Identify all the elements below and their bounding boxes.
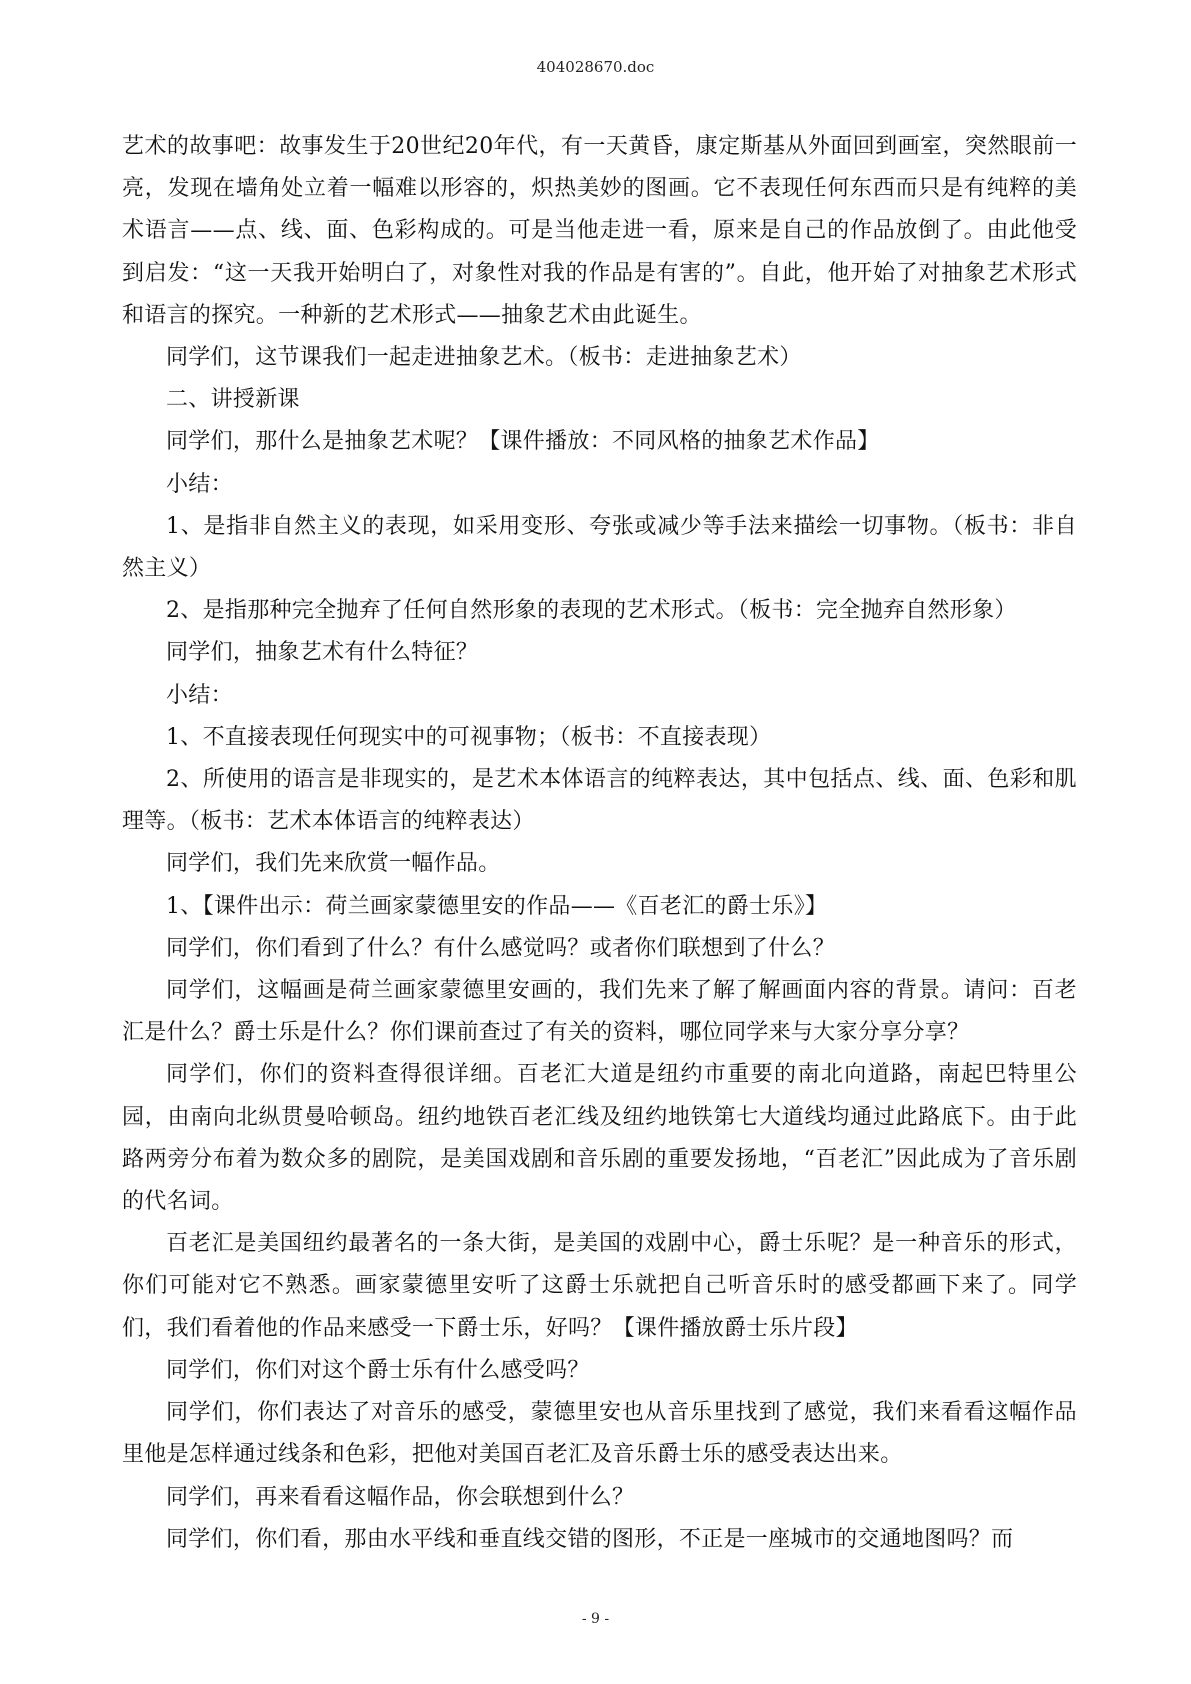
- body-paragraph: 同学们，你们对这个爵士乐有什么感受吗？: [166, 1357, 590, 1383]
- list-item: 1、不直接表现任何现实中的可视事物；（板书：不直接表现）: [166, 724, 772, 750]
- document-header-filename: 404028670.doc: [536, 58, 655, 76]
- summary-label: 小结：: [166, 471, 233, 497]
- summary-label: 小结：: [166, 682, 233, 708]
- body-paragraph: 同学们，这节课我们一起走进抽象艺术。（板书：走进抽象艺术）: [166, 345, 802, 371]
- section-heading: 二、讲授新课: [166, 387, 300, 413]
- body-paragraph: 同学们，你们看到了什么？有什么感觉吗？或者你们联想到了什么？: [166, 935, 836, 961]
- list-item: 2、是指那种完全抛弃了任何自然形象的表现的艺术形式。（板书：完全抛弃自然形象）: [166, 598, 1017, 624]
- body-paragraph: 同学们，你们看，那由水平线和垂直线交错的图形，不正是一座城市的交通地图吗？而: [166, 1526, 1014, 1552]
- list-item: 1、是指非自然主义的表现，如采用变形、夸张或减少等手法来描绘一切事物。（板书：非自然主义）: [122, 513, 1077, 582]
- body-paragraph: 同学们，那什么是抽象艺术呢？【课件播放：不同风格的抽象艺术作品】: [166, 429, 880, 455]
- body-paragraph: 同学们，你们表达了对音乐的感受，蒙德里安也从音乐里找到了感觉，我们来看看这幅作品里他是怎样通过线条和色彩，把他对美国百老汇及音乐爵士乐的感受表达出来。: [122, 1400, 1077, 1468]
- body-paragraph: 同学们，再来看看这幅作品，你会联想到什么？: [166, 1484, 635, 1510]
- list-item: 2、所使用的语言是非现实的，是艺术本体语言的纯粹表达，其中包括点、线、面、色彩和肌理等。（板书：艺术本体语言的纯粹表达）: [122, 767, 1077, 835]
- body-paragraph: 同学们，这幅画是荷兰画家蒙德里安画的，我们先来了解了解画面内容的背景。请问：百老汇是什么？爵士乐是什么？你们课前查过了有关的资料，哪位同学来与大家分享分享？: [122, 978, 1077, 1046]
- document-body: [122, 126, 1077, 1561]
- body-paragraph: 艺术的故事吧：故事发生于20世纪20年代，有一天黄昏，康定斯基从外面回到画室，突然眼前一亮，发现在墙角处立着一幅难以形容的，炽热美妙的图画。它不表现任何东西而只是有纯粹的美术语言——点、线、面、色彩构成的。可是当他走进一看，原来是自己的作品放倒了。由此他受到启发：“这一天我开始明白了，对象性对我的作品是有害的”。自此，他开始了对抽象艺术形式和语言的探究。一种新的艺术形式——抽象艺术由此诞生。: [122, 134, 1077, 328]
- body-paragraph: 同学们，抽象艺术有什么特征？: [166, 640, 479, 666]
- list-item: 1、【课件出示：荷兰画家蒙德里安的作品——《百老汇的爵士乐》】: [166, 893, 828, 919]
- body-paragraph: 百老汇是美国纽约最著名的一条大街，是美国的戏剧中心，爵士乐呢？是一种音乐的形式，你们可能对它不熟悉。画家蒙德里安听了这爵士乐就把自己听音乐时的感受都画下来了。同学们，我们看着他的作品来感受一下爵士乐，好吗？【课件播放爵士乐片段】: [122, 1231, 1077, 1341]
- body-paragraph: 同学们，我们先来欣赏一幅作品。: [166, 851, 501, 877]
- body-paragraph: 同学们，你们的资料查得很详细。百老汇大道是纽约市重要的南北向道路，南起巴特里公园，由南向北纵贯曼哈顿岛。纽约地铁百老汇线及纽约地铁第七大道线均通过此路底下。由于此路两旁分布着为数众多的剧院，是美国戏剧和音乐剧的重要发扬地，“百老汇”因此成为了音乐剧的代名词。: [122, 1062, 1077, 1215]
- page-number: - 9 -: [581, 1611, 610, 1627]
